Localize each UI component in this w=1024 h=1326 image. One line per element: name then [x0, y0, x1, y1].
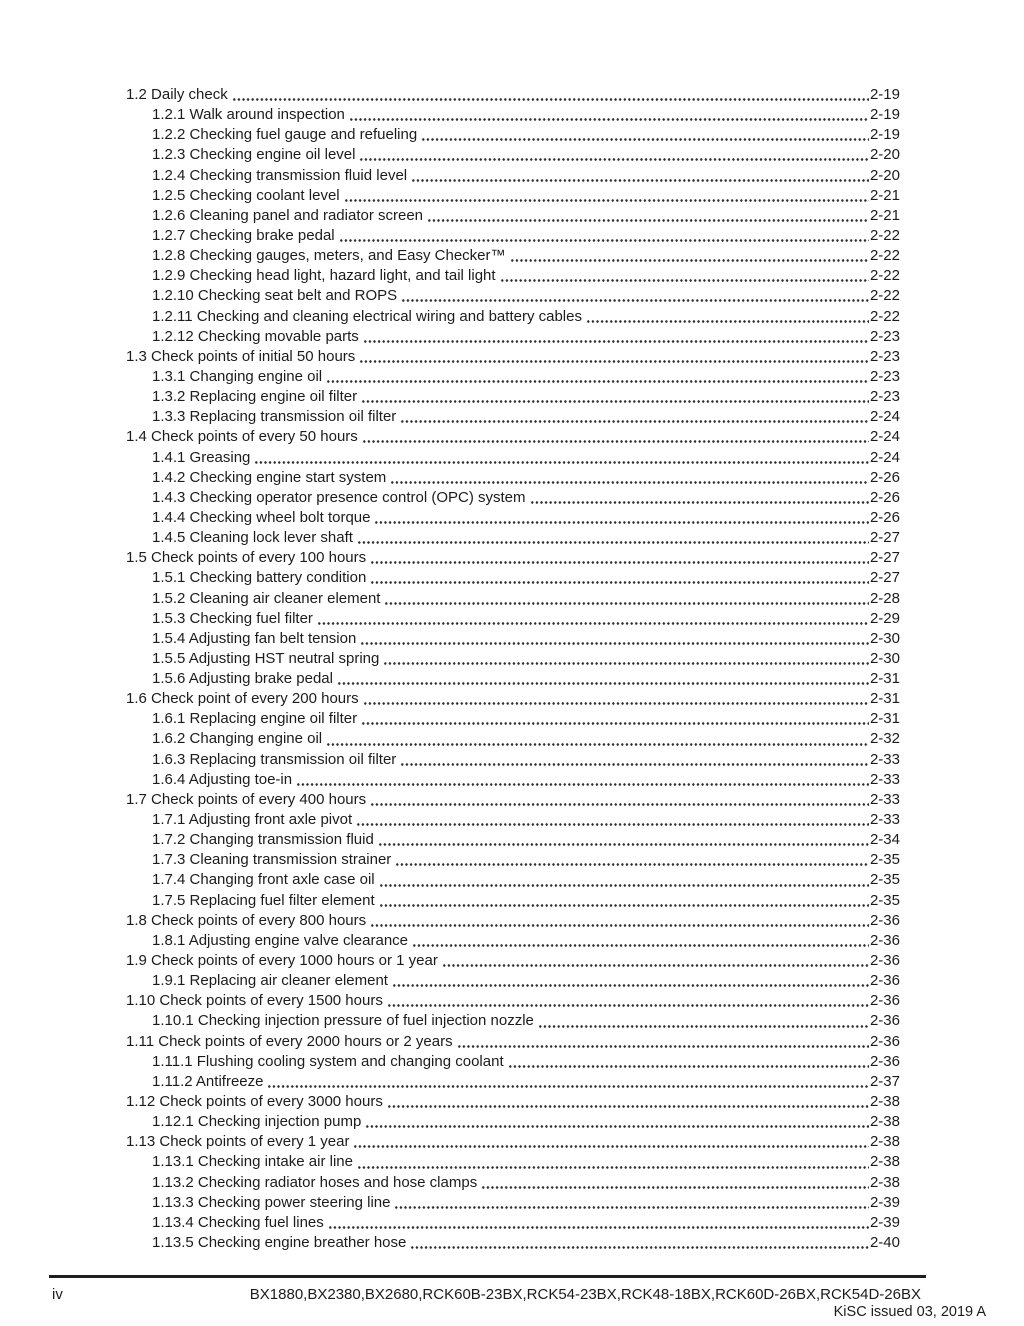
toc-entry-page-number: 2-36: [869, 1052, 900, 1070]
toc-entry-label: 1.7 Check points of every 400 hours: [126, 790, 367, 808]
toc-entry-page-number: 2-30: [869, 649, 900, 667]
toc-entry-page-number: 2-37: [869, 1072, 900, 1090]
toc-entry-label: 1.7.3 Cleaning transmission strainer: [152, 851, 392, 869]
toc-entry-page-number: 2-23: [869, 388, 900, 406]
toc-entry-label: 1.2.11 Checking and cleaning electrical wiring and battery cables: [152, 307, 582, 325]
toc-entry-page-number: 2-22: [869, 307, 900, 325]
dot-leader: [337, 669, 869, 689]
toc-entry-label: 1.10 Check points of every 1500 hours: [126, 992, 383, 1010]
toc-entry-page-number: 2-36: [869, 1012, 900, 1030]
dot-leader: [390, 468, 869, 488]
toc-entry-label: 1.4.5 Cleaning lock lever shaft: [152, 529, 353, 547]
toc-entry[interactable]: [126, 166, 900, 186]
toc-entry-label: 1.4 Check points of every 50 hours: [126, 428, 358, 446]
toc-entry-label: 1.11.2 Antifreeze: [152, 1072, 264, 1090]
toc-entry-page-number: 2-24: [869, 448, 900, 466]
toc-entry-page-number: 2-22: [869, 226, 900, 244]
dot-leader: [384, 589, 868, 609]
toc-entry[interactable]: [126, 1173, 900, 1193]
toc-entry-label: 1.3.1 Changing engine oil: [152, 367, 323, 385]
toc-entry-label: 1.5.3 Checking fuel filter: [152, 609, 313, 627]
toc-entry-page-number: 2-28: [869, 589, 900, 607]
toc-entry-page-number: 2-31: [869, 690, 900, 708]
toc-entry[interactable]: [126, 790, 900, 810]
dot-leader: [296, 770, 869, 790]
dot-leader: [360, 629, 869, 649]
toc-entry[interactable]: [126, 407, 900, 427]
toc-entry-page-number: 2-22: [869, 247, 900, 265]
toc-entry-page-number: 2-24: [869, 408, 900, 426]
toc-entry[interactable]: [126, 327, 900, 347]
toc-entry-label: 1.10.1 Checking injection pressure of fuel injection nozzle: [152, 1012, 534, 1030]
footer-divider-rule: [49, 1275, 926, 1278]
toc-entry-label: 1.3 Check points of initial 50 hours: [126, 347, 356, 365]
dot-leader: [411, 166, 869, 186]
toc-entry-page-number: 2-32: [869, 730, 900, 748]
footer-model-list: BX1880,BX2380,BX2680,RCK60B-23BX,RCK54-23BX,RCK48-18BX,RCK60D-26BX,RCK54D-26BX: [249, 1286, 921, 1303]
toc-entry[interactable]: [126, 367, 900, 387]
dot-leader: [392, 971, 869, 991]
dot-leader: [412, 931, 869, 951]
toc-entry[interactable]: [126, 629, 900, 649]
toc-entry[interactable]: [126, 206, 900, 226]
toc-entry-label: 1.7.1 Adjusting front axle pivot: [152, 811, 353, 829]
toc-entry-label: 1.7.2 Changing transmission fluid: [152, 831, 374, 849]
toc-entry-label: 1.6.2 Changing engine oil: [152, 730, 323, 748]
toc-entry[interactable]: [126, 589, 900, 609]
dot-leader: [267, 1072, 869, 1092]
toc-entry[interactable]: [126, 568, 900, 588]
toc-entry-page-number: 2-36: [869, 952, 900, 970]
toc-entry-page-number: 2-27: [869, 549, 900, 567]
toc-entry-label: 1.13 Check points of every 1 year: [126, 1133, 350, 1151]
toc-entry-label: 1.2.1 Walk around inspection: [152, 106, 345, 124]
toc-entry-label: 1.2.7 Checking brake pedal: [152, 226, 335, 244]
dot-leader: [379, 891, 869, 911]
toc-entry-page-number: 2-26: [869, 468, 900, 486]
dot-leader: [317, 609, 869, 629]
toc-entry[interactable]: [126, 770, 900, 790]
toc-entry[interactable]: [126, 991, 900, 1011]
dot-leader: [421, 125, 869, 145]
toc-entry[interactable]: [126, 1092, 900, 1112]
dot-leader: [363, 327, 869, 347]
dot-leader: [359, 145, 869, 165]
toc-entry[interactable]: [126, 971, 900, 991]
toc-entry[interactable]: [126, 830, 900, 850]
toc-entry-page-number: 2-23: [869, 367, 900, 385]
toc-entry-page-number: 2-20: [869, 146, 900, 164]
toc-entry-page-number: 2-36: [869, 931, 900, 949]
toc-entry[interactable]: [126, 951, 900, 971]
toc-entry-page-number: 2-19: [869, 126, 900, 144]
dot-leader: [379, 870, 869, 890]
toc-entry-label: 1.2 Daily check: [126, 85, 228, 103]
toc-entry[interactable]: [126, 186, 900, 206]
dot-leader: [328, 1213, 869, 1233]
toc-entry-label: 1.7.4 Changing front axle case oil: [152, 871, 375, 889]
toc-entry-page-number: 2-36: [869, 911, 900, 929]
dot-leader: [357, 528, 869, 548]
toc-entry[interactable]: [126, 125, 900, 145]
toc-entry-page-number: 2-36: [869, 972, 900, 990]
toc-entry[interactable]: [126, 850, 900, 870]
toc-entry-label: 1.8 Check points of every 800 hours: [126, 911, 367, 929]
dot-leader: [349, 105, 869, 125]
toc-entry-label: 1.12.1 Checking injection pump: [152, 1113, 362, 1131]
toc-entry-page-number: 2-40: [869, 1234, 900, 1251]
toc-entry-page-number: 2-35: [869, 891, 900, 909]
toc-entry[interactable]: [126, 1052, 900, 1072]
toc-entry[interactable]: [126, 307, 900, 327]
toc-entry-page-number: 2-35: [869, 871, 900, 889]
toc-entry-page-number: 2-21: [869, 206, 900, 224]
toc-entry[interactable]: [126, 1032, 900, 1052]
toc-entry-label: 1.8.1 Adjusting engine valve clearance: [152, 931, 409, 949]
toc-entry[interactable]: [126, 448, 900, 468]
toc-entry-page-number: 2-22: [869, 287, 900, 305]
toc-entry-label: 1.5 Check points of every 100 hours: [126, 549, 367, 567]
dot-leader: [457, 1032, 869, 1052]
toc-entry-label: 1.3.3 Replacing transmission oil filter: [152, 408, 397, 426]
dot-leader: [357, 1152, 869, 1172]
toc-entry-page-number: 2-29: [869, 609, 900, 627]
toc-entry-page-number: 2-34: [869, 831, 900, 849]
toc-entry[interactable]: [126, 649, 900, 669]
toc-entry-page-number: 2-26: [869, 488, 900, 506]
dot-leader: [326, 367, 869, 387]
toc-entry[interactable]: [126, 427, 900, 447]
toc-entry-label: 1.11.1 Flushing cooling system and changing coolant: [152, 1052, 504, 1070]
dot-leader: [427, 206, 869, 226]
toc-entry-page-number: 2-39: [869, 1193, 900, 1211]
dot-leader: [538, 1011, 869, 1031]
dot-leader: [400, 750, 869, 770]
dot-leader: [387, 1092, 869, 1112]
toc-entry-page-number: 2-21: [869, 186, 900, 204]
toc-entry[interactable]: [126, 508, 900, 528]
dot-leader: [370, 568, 869, 588]
dot-leader: [401, 286, 869, 306]
toc-entry-label: 1.2.2 Checking fuel gauge and refueling: [152, 126, 418, 144]
toc-entry-page-number: 2-38: [869, 1173, 900, 1191]
toc-entry-label: 1.2.9 Checking head light, hazard light, and tail light: [152, 267, 496, 285]
dot-leader: [395, 850, 869, 870]
dot-leader: [363, 689, 869, 709]
toc-entry-label: 1.6.1 Replacing engine oil filter: [152, 710, 358, 728]
toc-entry-label: 1.2.4 Checking transmission fluid level: [152, 166, 408, 184]
toc-entry-label: 1.6.4 Adjusting toe-in: [152, 770, 293, 788]
dot-leader: [370, 911, 869, 931]
toc-entry-label: 1.2.10 Checking seat belt and ROPS: [152, 287, 398, 305]
toc-entry-label: 1.5.6 Adjusting brake pedal: [152, 670, 333, 688]
dot-leader: [442, 951, 869, 971]
toc-entry[interactable]: [126, 730, 900, 750]
toc-entry-page-number: 2-23: [869, 327, 900, 345]
toc-entry-label: 1.12 Check points of every 3000 hours: [126, 1093, 383, 1111]
toc-entry-label: 1.9.1 Replacing air cleaner element: [152, 972, 388, 990]
toc-entry-page-number: 2-31: [869, 670, 900, 688]
toc-entry[interactable]: [126, 870, 900, 890]
dot-leader: [387, 991, 869, 1011]
toc-entry-label: 1.13.3 Checking power steering line: [152, 1193, 391, 1211]
toc-entry-page-number: 2-30: [869, 629, 900, 647]
toc-entry-page-number: 2-33: [869, 750, 900, 768]
toc-entry-label: 1.5.2 Cleaning air cleaner element: [152, 589, 381, 607]
dot-leader: [374, 508, 868, 528]
dot-leader: [530, 488, 869, 508]
toc-entry-label: 1.4.1 Greasing: [152, 448, 251, 466]
toc-entry-page-number: 2-20: [869, 166, 900, 184]
toc-entry-label: 1.13.5 Checking engine breather hose: [152, 1234, 407, 1251]
dot-leader: [356, 810, 869, 830]
toc-entry-page-number: 2-36: [869, 1032, 900, 1050]
toc-entry[interactable]: [126, 1011, 900, 1031]
dot-leader: [254, 448, 869, 468]
toc-entry[interactable]: [126, 911, 900, 931]
toc-entry-page-number: 2-38: [869, 1153, 900, 1171]
toc-entry-label: 1.2.6 Cleaning panel and radiator screen: [152, 206, 424, 224]
toc-entry[interactable]: [126, 246, 900, 266]
toc-entry-label: 1.9 Check points of every 1000 hours or 1 year: [126, 952, 438, 970]
toc-entry[interactable]: [126, 548, 900, 568]
toc-entry-page-number: 2-27: [869, 569, 900, 587]
dot-leader: [410, 1233, 869, 1253]
toc-entry[interactable]: [126, 105, 900, 125]
toc-entry-page-number: 2-36: [869, 992, 900, 1010]
toc-entry[interactable]: [126, 709, 900, 729]
dot-leader: [361, 387, 869, 407]
dot-leader: [353, 1132, 869, 1152]
toc-entry[interactable]: [126, 145, 900, 165]
toc-entry-label: 1.3.2 Replacing engine oil filter: [152, 388, 358, 406]
toc-entry[interactable]: [126, 669, 900, 689]
toc-entry[interactable]: [126, 931, 900, 951]
dot-leader: [508, 1052, 869, 1072]
toc-entry[interactable]: [126, 347, 900, 367]
toc-entry[interactable]: [126, 488, 900, 508]
toc-entry-label: 1.2.8 Checking gauges, meters, and Easy Checker™: [152, 247, 506, 265]
toc-entry[interactable]: [126, 891, 900, 911]
toc-entry[interactable]: [126, 226, 900, 246]
dot-leader: [361, 709, 869, 729]
toc-entry-label: 1.2.3 Checking engine oil level: [152, 146, 356, 164]
toc-entry-page-number: 2-35: [869, 851, 900, 869]
toc-entry-page-number: 2-39: [869, 1213, 900, 1231]
toc-entry-label: 1.11 Check points of every 2000 hours or 2 years: [126, 1032, 453, 1050]
toc-entry-page-number: 2-33: [869, 770, 900, 788]
toc-entry-page-number: 2-38: [869, 1113, 900, 1131]
dot-leader: [365, 1112, 869, 1132]
toc-entry-label: 1.6.3 Replacing transmission oil filter: [152, 750, 397, 768]
toc-entry-page-number: 2-26: [869, 508, 900, 526]
toc-entry[interactable]: [126, 750, 900, 770]
toc-entry[interactable]: [126, 468, 900, 488]
footer-page-number: iv: [52, 1286, 63, 1303]
toc-entry-label: 1.7.5 Replacing fuel filter element: [152, 891, 375, 909]
dot-leader: [383, 649, 869, 669]
toc-entry-page-number: 2-22: [869, 267, 900, 285]
dot-leader: [344, 186, 869, 206]
toc-entry-page-number: 2-24: [869, 428, 900, 446]
dot-leader: [232, 85, 869, 105]
dot-leader: [400, 407, 869, 427]
toc-entry-page-number: 2-38: [869, 1093, 900, 1111]
dot-leader: [394, 1193, 868, 1213]
footer-issue-note: KiSC issued 03, 2019 A: [833, 1304, 986, 1320]
toc-entry-label: 1.2.12 Checking movable parts: [152, 327, 359, 345]
dot-leader: [481, 1173, 869, 1193]
toc-entry-label: 1.5.1 Checking battery condition: [152, 569, 367, 587]
toc-entry[interactable]: [126, 1233, 900, 1253]
toc-entry-label: 1.4.4 Checking wheel bolt torque: [152, 508, 371, 526]
toc-entry-label: 1.13.1 Checking intake air line: [152, 1153, 353, 1171]
toc-entry-page-number: 2-19: [869, 85, 900, 103]
toc-entry-page-number: 2-23: [869, 347, 900, 365]
toc-entry[interactable]: [126, 609, 900, 629]
dot-leader: [378, 830, 869, 850]
toc-entry[interactable]: [126, 1213, 900, 1233]
toc-entry[interactable]: [126, 528, 900, 548]
dot-leader: [359, 347, 869, 367]
toc-entry[interactable]: [126, 266, 900, 286]
toc-entry[interactable]: [126, 810, 900, 830]
toc-entry-page-number: 2-33: [869, 811, 900, 829]
dot-leader: [370, 790, 869, 810]
toc-entry-label: 1.5.5 Adjusting HST neutral spring: [152, 649, 380, 667]
toc-entry-page-number: 2-33: [869, 790, 900, 808]
toc-entry-label: 1.4.2 Checking engine start system: [152, 468, 387, 486]
toc-entry[interactable]: [126, 1072, 900, 1092]
toc-entry[interactable]: [126, 1132, 900, 1152]
table-of-contents: [126, 85, 900, 1253]
toc-entry[interactable]: [126, 387, 900, 407]
toc-entry-page-number: 2-31: [869, 710, 900, 728]
toc-entry[interactable]: [126, 1193, 900, 1213]
dot-leader: [510, 246, 869, 266]
dot-leader: [370, 548, 869, 568]
toc-entry[interactable]: [126, 689, 900, 709]
dot-leader: [500, 266, 869, 286]
toc-entry[interactable]: [126, 286, 900, 306]
dot-leader: [362, 427, 869, 447]
toc-entry-label: 1.13.4 Checking fuel lines: [152, 1213, 324, 1231]
dot-leader: [586, 307, 869, 327]
dot-leader: [326, 730, 869, 750]
toc-entry-label: 1.5.4 Adjusting fan belt tension: [152, 629, 357, 647]
toc-entry-page-number: 2-38: [869, 1133, 900, 1151]
toc-entry[interactable]: [126, 85, 900, 105]
dot-leader: [339, 226, 869, 246]
toc-entry[interactable]: [126, 1152, 900, 1172]
toc-entry-label: 1.4.3 Checking operator presence control (OPC) system: [152, 488, 526, 506]
toc-entry[interactable]: [126, 1112, 900, 1132]
toc-entry-page-number: 2-19: [869, 106, 900, 124]
toc-entry-label: 1.2.5 Checking coolant level: [152, 186, 340, 204]
toc-entry-label: 1.6 Check point of every 200 hours: [126, 690, 359, 708]
toc-entry-label: 1.13.2 Checking radiator hoses and hose clamps: [152, 1173, 478, 1191]
toc-entry-page-number: 2-27: [869, 529, 900, 547]
